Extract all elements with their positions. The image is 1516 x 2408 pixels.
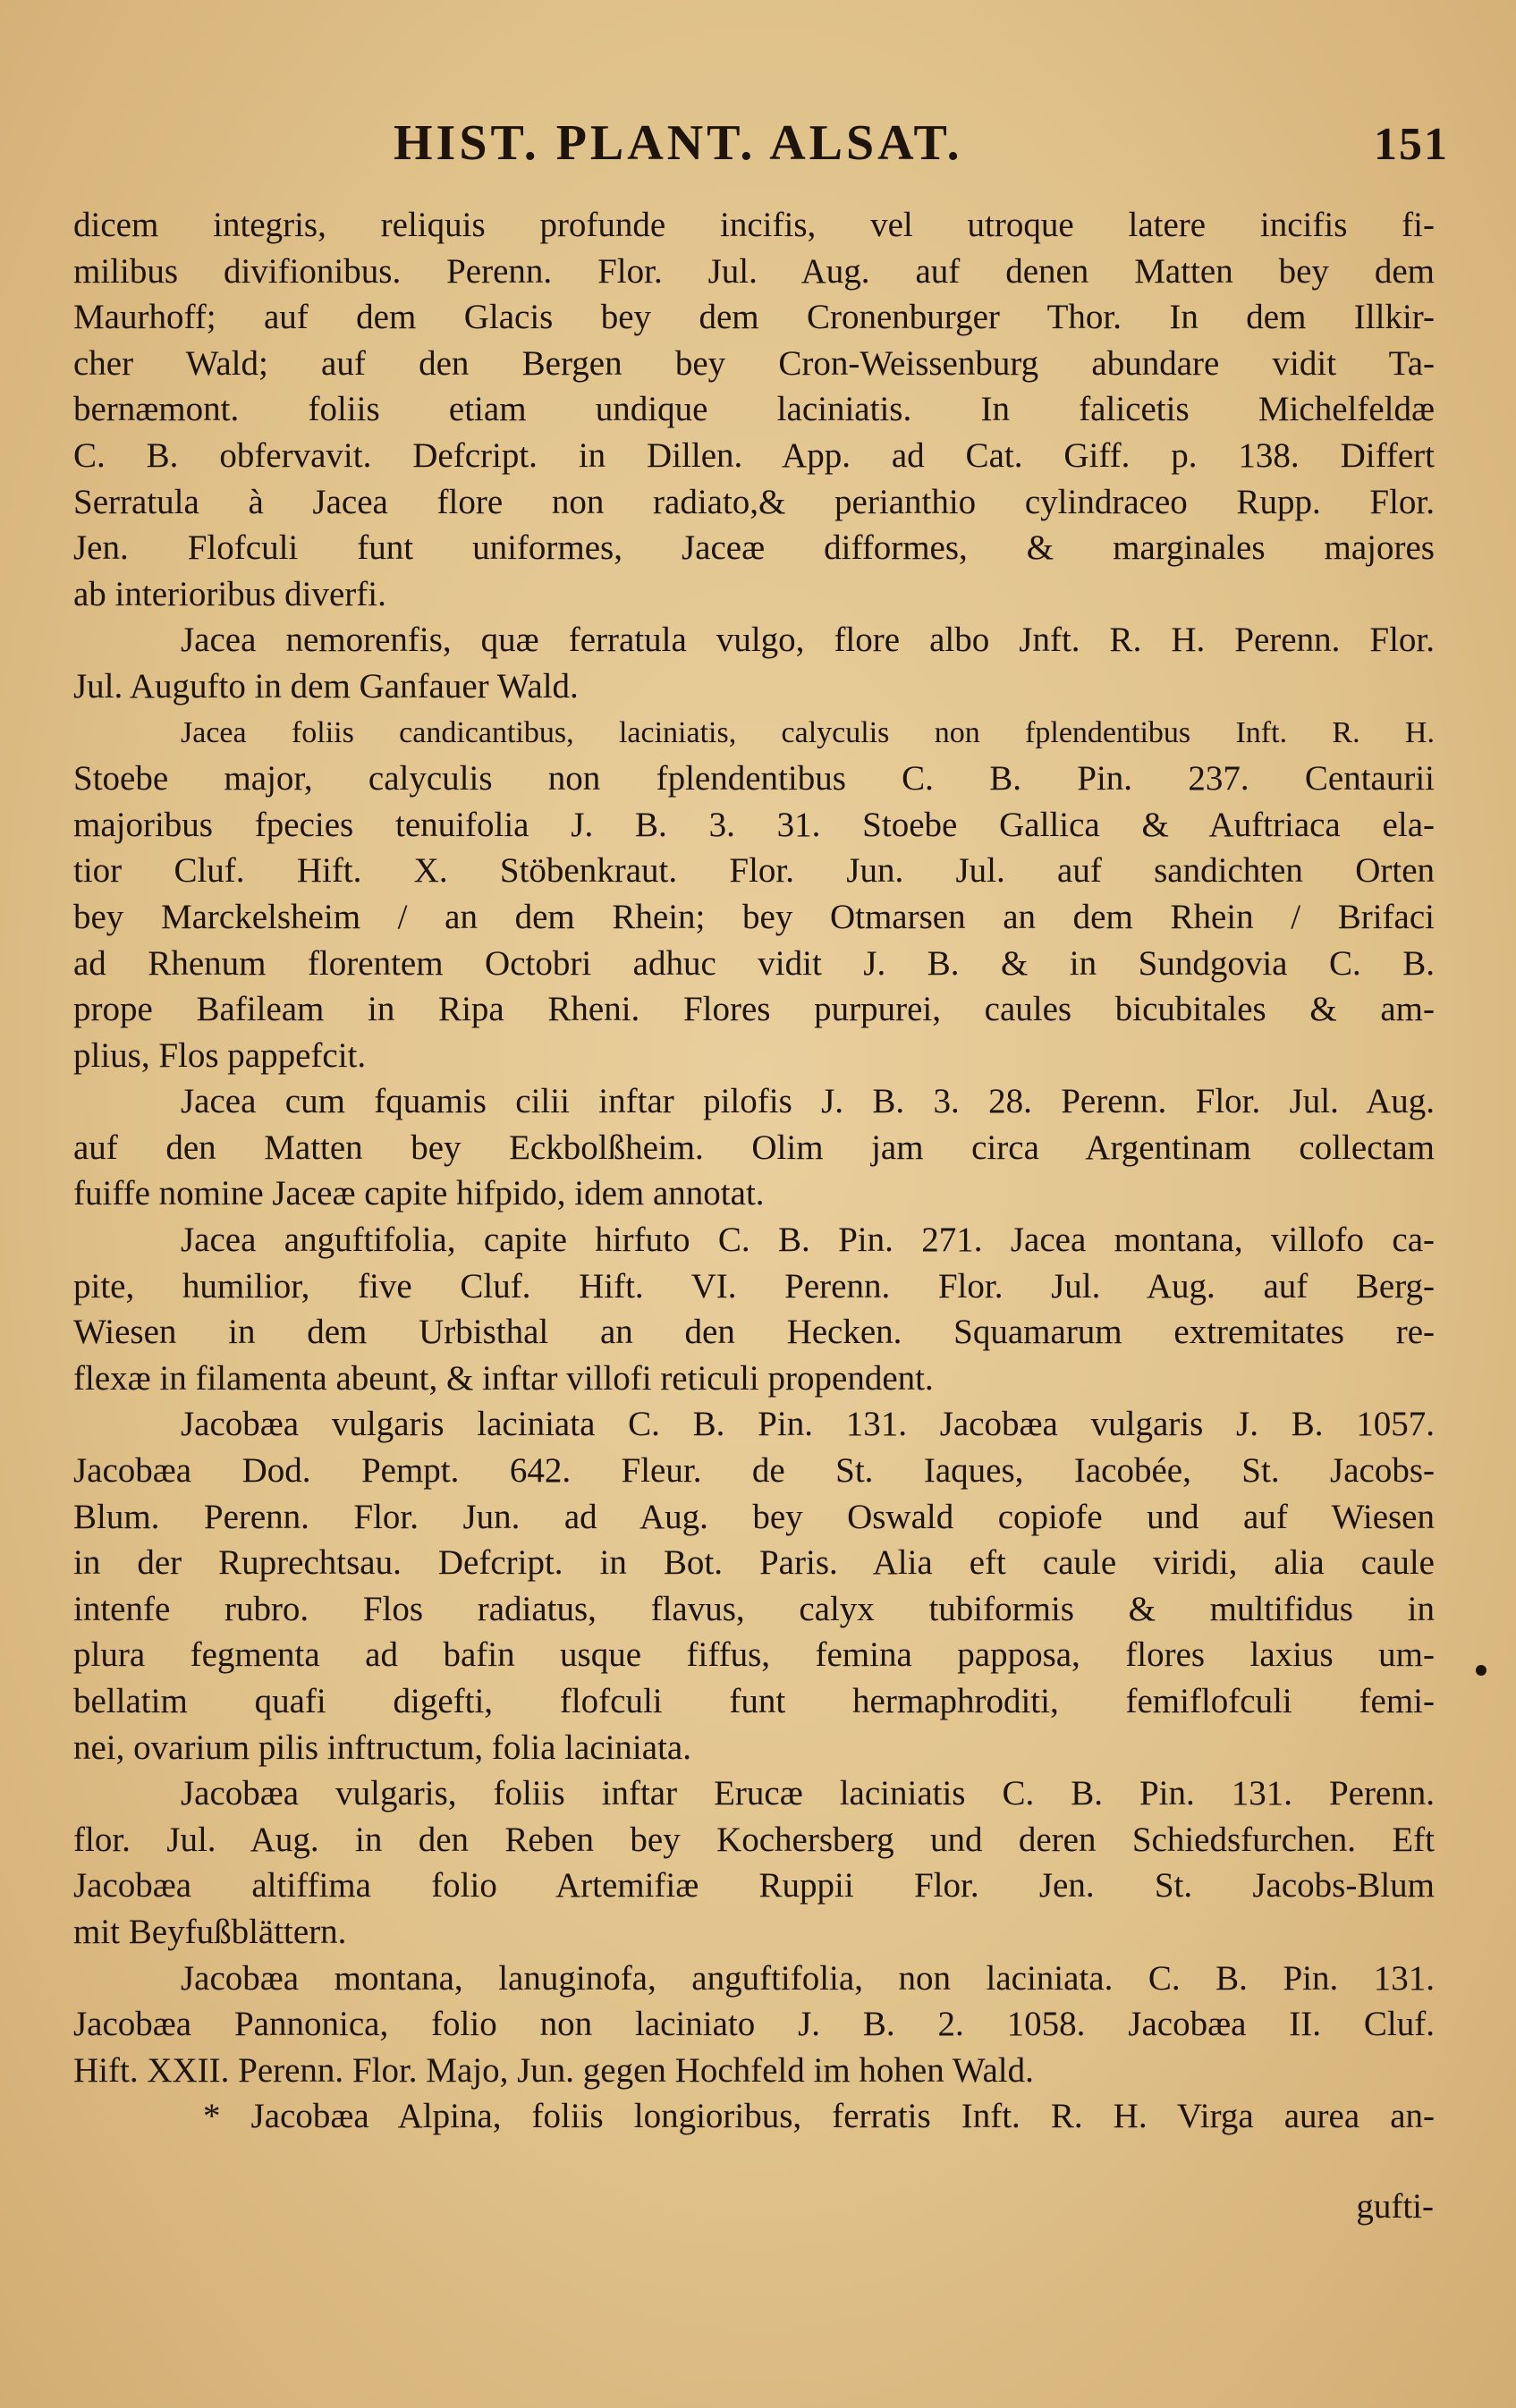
text-line: auf den Matten bey Eckbolßheim. Olim jam circa Argentinam collectam (73, 1128, 1435, 1167)
text-line: cher Wald; auf den Bergen bey Cron-Weissenburg abundare vidit Ta- (73, 343, 1435, 383)
text-line: plius, Flos pappefcit. (73, 1035, 367, 1075)
running-title: HIST. PLANT. ALSAT. (394, 115, 963, 171)
text-line: pite, humilior, five Cluf. Hift. VI. Perenn. Flor. Jul. Aug. auf Berg- (73, 1266, 1435, 1305)
text-line: Stoebe major, calyculis non fplendentibus C. B. Pin. 237. Centaurii (73, 759, 1435, 798)
text-line: fuiffe nomine Jaceæ capite hifpido, idem annotat. (73, 1174, 765, 1213)
text-line: ad Rhenum florentem Octobri adhuc vidit J. B. & in Sundgovia C. B. (73, 943, 1435, 983)
text-line: dicem integris, reliquis profunde incifis, vel utroque latere incifis fi- (73, 206, 1435, 244)
text-line: Jen. Flofculi funt uniformes, Jaceæ difformes, & marginales majores (73, 528, 1435, 568)
entry-heading: Jacea foliis candicantibus, laciniatis, calyculis non fplendentibus Inft. R. H. (181, 715, 1435, 749)
text-line: Blum. Perenn. Flor. Jun. ad Aug. bey Oswald copiofe und auf Wiesen (73, 1497, 1435, 1536)
text-line: flor. Jul. Aug. in den Reben bey Kochersberg und deren Schiedsfurchen. Eft (73, 1820, 1435, 1859)
text-line: Serratula à Jacea flore non radiato,& perianthio cylindraceo Rupp. Flor. (73, 482, 1435, 521)
text-line: intenfe rubro. Flos radiatus, flavus, calyx tubiformis & multifidus in (73, 1589, 1435, 1628)
entry-heading: Jacobæa vulgaris laciniata C. B. Pin. 131. Jacobæa vulgaris J. B. 1057. (181, 1405, 1435, 1444)
text-line: nei, ovarium pilis inftructum, folia laciniata. (73, 1728, 691, 1767)
entry-heading: * Jacobæa Alpina, foliis longioribus, ferratis Inft. R. H. Virga aurea an- (203, 2097, 1435, 2136)
entry-heading: Jacobæa vulgaris, foliis inftar Erucæ laciniatis C. B. Pin. 131. Perenn. (181, 1774, 1435, 1813)
text-line: majoribus fpecies tenuifolia J. B. 3. 31. Stoebe Gallica & Auftriaca ela- (73, 805, 1435, 844)
text-line: plura fegmenta ad bafin usque fiffus, femina papposa, flores laxius um- (73, 1635, 1435, 1675)
text-line: C. B. obfervavit. Defcript. in Dillen. App. ad Cat. Giff. p. 138. Differt (73, 435, 1435, 475)
text-line: milibus divifionibus. Perenn. Flor. Jul. Aug. auf denen Matten bey dem (73, 251, 1435, 291)
catchword: gufti- (1356, 2187, 1434, 2226)
text-line: bernæmont. foliis etiam undique laciniatis. In falicetis Michelfeldæ (73, 390, 1435, 429)
page-header (394, 114, 1449, 172)
text-line: ab interioribus diverfi. (73, 574, 386, 613)
text-line: bellatim quafi digefti, flofculi funt hermaphroditi, femiflofculi femi- (73, 1682, 1435, 1720)
text-line: Jacobæa Pannonica, folio non laciniato J. B. 2. 1058. Jacobæa II. Cluf. (73, 2005, 1435, 2044)
text-line: flexæ in filamenta abeunt, & inftar villofi reticuli propendent. (73, 1358, 934, 1398)
entry-heading: Jacea cum fquamis cilii inftar pilofis J. B. 3. 28. Perenn. Flor. Jul. Aug. (181, 1082, 1435, 1121)
text-line: Hift. XXII. Perenn. Flor. Majo, Jun. gegen Hochfeld im hohen Wald. (73, 2050, 1034, 2090)
body-text (73, 202, 1435, 2140)
text-line: Jacobæa Dod. Pempt. 642. Fleur. de St. Iaques, Iacobée, St. Jacobs- (73, 1451, 1435, 1491)
text-line: mit Beyfußblättern. (73, 1912, 347, 1951)
text-line: prope Bafileam in Ripa Rheni. Flores purpurei, caules bicubitales & am- (73, 990, 1435, 1029)
entry-heading: Jacea nemorenfis, quæ ferratula vulgo, flore albo Jnft. R. H. Perenn. Flor. (181, 621, 1435, 660)
text-line: Jul. Augufto in dem Ganfauer Wald. (73, 666, 579, 706)
text-line: in der Ruprechtsau. Defcript. in Bot. Paris. Alia eft caule viridi, alia caule (73, 1543, 1435, 1583)
entry-heading: Jacea anguftifolia, capite hirfuto C. B. Pin. 271. Jacea montana, villofo ca- (181, 1221, 1435, 1260)
text-line: bey Marckelsheim / an dem Rhein; bey Otmarsen an dem Rhein / Brifaci (73, 897, 1435, 936)
text-line: Jacobæa altiffima folio Artemifiæ Ruppii Flor. Jen. St. Jacobs-Blum (73, 1866, 1435, 1905)
text-line: tior Cluf. Hift. X. Stöbenkraut. Flor. Jun. Jul. auf sandichten Orten (73, 851, 1435, 891)
ink-spot (1476, 1665, 1486, 1676)
entry-heading: Jacobæa montana, lanuginofa, anguftifolia, non laciniata. C. B. Pin. 131. (181, 1958, 1435, 1998)
page-number: 151 (1374, 119, 1449, 170)
text-line: Wiesen in dem Urbisthal an den Hecken. Squamarum extremitates re- (73, 1313, 1435, 1352)
text-line: Maurhoff; auf dem Glacis bey dem Cronenburger Thor. In dem Illkir- (73, 298, 1435, 337)
